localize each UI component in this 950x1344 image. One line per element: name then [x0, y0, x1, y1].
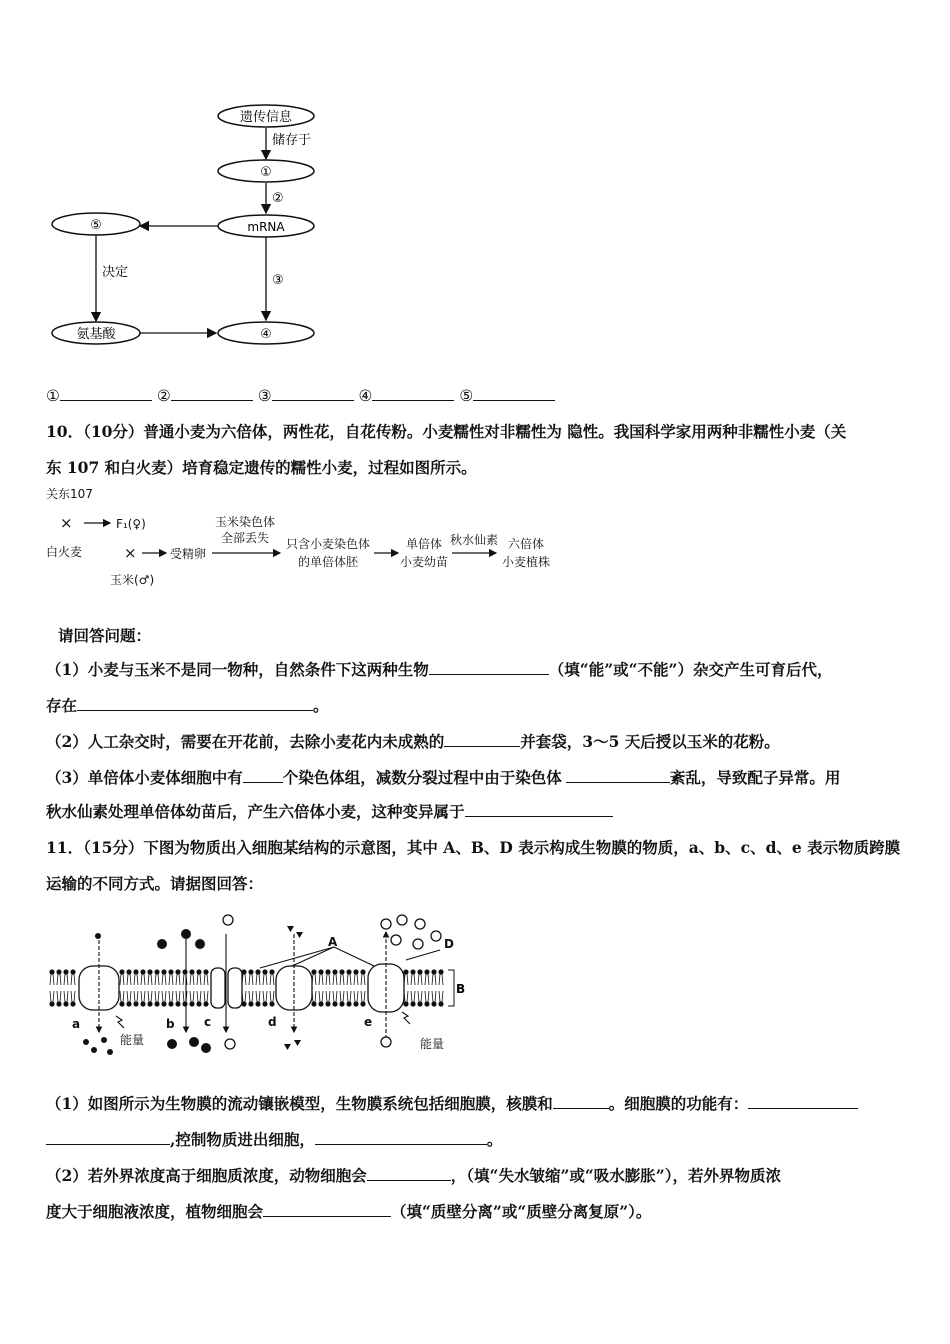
haploid-seedling-label-2: 小麦幼苗 — [399, 555, 449, 569]
maize-label: 玉米(♂) — [110, 573, 155, 587]
answer-blank-4[interactable] — [372, 386, 454, 401]
energy-label-1: 能量 — [120, 1033, 145, 1047]
guandong-label: 关东107 — [46, 487, 93, 501]
q10-p3-text-a: （3）单倍体小麦体细胞中有 — [46, 768, 243, 787]
determines-label: 决定 — [102, 265, 129, 280]
energy-label-2: 能量 — [420, 1037, 445, 1051]
q10-p1-blank-1[interactable] — [429, 660, 549, 675]
fertilized-egg-label: 受精卵 — [170, 547, 207, 561]
q10-p1-text-c: 存在 — [46, 696, 78, 715]
baihuomai-label: 白火麦 — [46, 545, 83, 559]
cross-symbol-2: × — [124, 544, 137, 562]
blank-label-2: ② — [156, 387, 171, 405]
q11-p1-text-d: 。 — [486, 1130, 503, 1149]
q11-stem-line1: 11．（15分）下图为物质出入细胞某结构的示意图，其中 A、B、D 表示构成生物膜的物质，a、b、c、d、e 表示物质跨膜 — [46, 838, 901, 857]
q10-p2-text-a: （2）人工杂交时，需要在开花前，去除小麦花内未成熟的 — [46, 732, 445, 751]
q10-p1-blank-2[interactable] — [77, 696, 313, 711]
mrna-label: mRNA — [247, 220, 285, 234]
f1-label: F₁(♀) — [116, 517, 146, 531]
q11-part1-line2 — [46, 1130, 904, 1150]
q11-p1-text-a: （1）如图所示为生物膜的流动镶嵌模型，生物膜系统包括细胞膜，核膜和 — [46, 1094, 553, 1113]
node-5-label: ⑤ — [90, 218, 102, 233]
q11-p2-text-a: （2）若外界浓度高于细胞质浓度，动物细胞会 — [46, 1166, 367, 1185]
q10-p3-blank-2[interactable] — [566, 768, 670, 783]
q11-p1-blank-4[interactable] — [315, 1130, 487, 1145]
q11-stem-line2: 运输的不同方式。请据图回答： — [46, 874, 264, 893]
label-e: e — [364, 1015, 373, 1029]
q11-p2-text-b: ，（填“失水皱缩”或“吸水膨胀”），若外界物质浓 — [450, 1166, 781, 1185]
blank-label-1: ① — [46, 387, 60, 405]
q11-p1-blank-1[interactable] — [553, 1094, 609, 1109]
q11-part2-line2 — [46, 1202, 904, 1222]
label-D: D — [444, 937, 454, 951]
q11-p1-blank-2[interactable] — [748, 1094, 858, 1109]
q11-p2-blank-2[interactable] — [263, 1202, 391, 1217]
cross-symbol-1: × — [60, 514, 73, 532]
label-a: a — [72, 1017, 81, 1031]
q10-prompt: 请回答问题： — [58, 626, 152, 645]
step-2-label: ② — [272, 191, 284, 206]
answer-blank-1[interactable] — [60, 386, 152, 401]
q9-answer-blanks — [46, 386, 904, 406]
membrane-transport-diagram — [44, 914, 474, 1064]
q10-part3-line1 — [46, 768, 904, 788]
hexaploid-label-2: 小麦植株 — [501, 555, 551, 569]
q11-p2-text-d: （填“质壁分离”或“质壁分离复原”）。 — [391, 1202, 652, 1221]
q10-part2 — [46, 732, 904, 752]
maize-lost-label-2: 全部丢失 — [220, 531, 270, 545]
label-A: A — [328, 935, 338, 949]
maize-lost-label-1: 玉米染色体 — [214, 515, 276, 529]
q10-p1-text-d: 。 — [313, 696, 329, 715]
q10-p3-text-d: 秋水仙素处理单倍体幼苗后，产生六倍体小麦，这种变异属于 — [46, 802, 465, 821]
q11-p1-text-c: ,控制物质进出细胞， — [170, 1130, 315, 1149]
genetic-info-label: 遗传信息 — [239, 110, 293, 125]
q11-part1-line1 — [46, 1094, 904, 1114]
q10-p1-text-b: （填“能”或“不能”）杂交产生可育后代， — [548, 660, 833, 679]
answer-blank-2[interactable] — [171, 386, 253, 401]
label-c: c — [204, 1015, 212, 1029]
q10-p3-text-c: 紊乱，导致配子异常。用 — [669, 768, 841, 787]
q10-p3-blank-1[interactable] — [243, 768, 283, 783]
haploid-embryo-label-2: 的单倍体胚 — [297, 555, 359, 569]
q11-p1-blank-3[interactable] — [46, 1130, 170, 1145]
q11-p2-text-c: 度大于细胞液浓度，植物细胞会 — [46, 1202, 264, 1221]
answer-blank-3[interactable] — [272, 386, 354, 401]
q11-part2-line1 — [46, 1166, 904, 1186]
blank-label-3: ③ — [257, 387, 272, 405]
blank-label-4: ④ — [358, 387, 373, 405]
label-b: b — [166, 1017, 175, 1031]
node-1-label: ① — [260, 165, 272, 180]
q11-p2-blank-1[interactable] — [367, 1166, 451, 1181]
wheat-breeding-diagram — [44, 484, 564, 594]
colchicine-label: 秋水仙素 — [449, 533, 499, 547]
q10-part1-line1 — [46, 660, 904, 680]
q10-stem-line2: 东 107 和白火麦）培育稳定遗传的糯性小麦，过程如图所示。 — [46, 458, 477, 477]
blank-label-5: ⑤ — [459, 387, 474, 405]
q10-part3-line2 — [46, 802, 904, 822]
q10-p2-text-b: 并套袋，3～5 天后授以玉米的花粉。 — [520, 732, 780, 751]
q10-p1-text-a: （1）小麦与玉米不是同一物种，自然条件下这两种生物 — [46, 660, 429, 679]
q10-part1-line2 — [46, 696, 904, 716]
amino-acid-label: 氨基酸 — [76, 327, 116, 342]
gene-expression-diagram — [40, 96, 340, 366]
q10-p3-text-b: 个染色体组，减数分裂过程中由于染色体 — [282, 768, 562, 787]
stored-in-label: 储存于 — [272, 133, 312, 148]
step-3-label: ③ — [272, 273, 284, 288]
label-d: d — [268, 1015, 277, 1029]
q10-p2-blank[interactable] — [444, 732, 520, 747]
q10-p3-blank-3[interactable] — [465, 802, 613, 817]
haploid-embryo-label-1: 只含小麦染色体 — [285, 537, 371, 551]
haploid-seedling-label-1: 单倍体 — [405, 537, 443, 551]
node-4-label: ④ — [260, 327, 272, 342]
label-B: B — [456, 982, 466, 996]
q10-stem-line1: 10．（10分）普通小麦为六倍体，两性花，自花传粉。小麦糯性对非糯性为 隐性。我国科学家用两种非糯性小麦（关 — [46, 422, 847, 441]
answer-blank-5[interactable] — [473, 386, 555, 401]
hexaploid-label-1: 六倍体 — [507, 537, 545, 551]
q11-p1-text-b: 。细胞膜的功能有： — [608, 1094, 749, 1113]
